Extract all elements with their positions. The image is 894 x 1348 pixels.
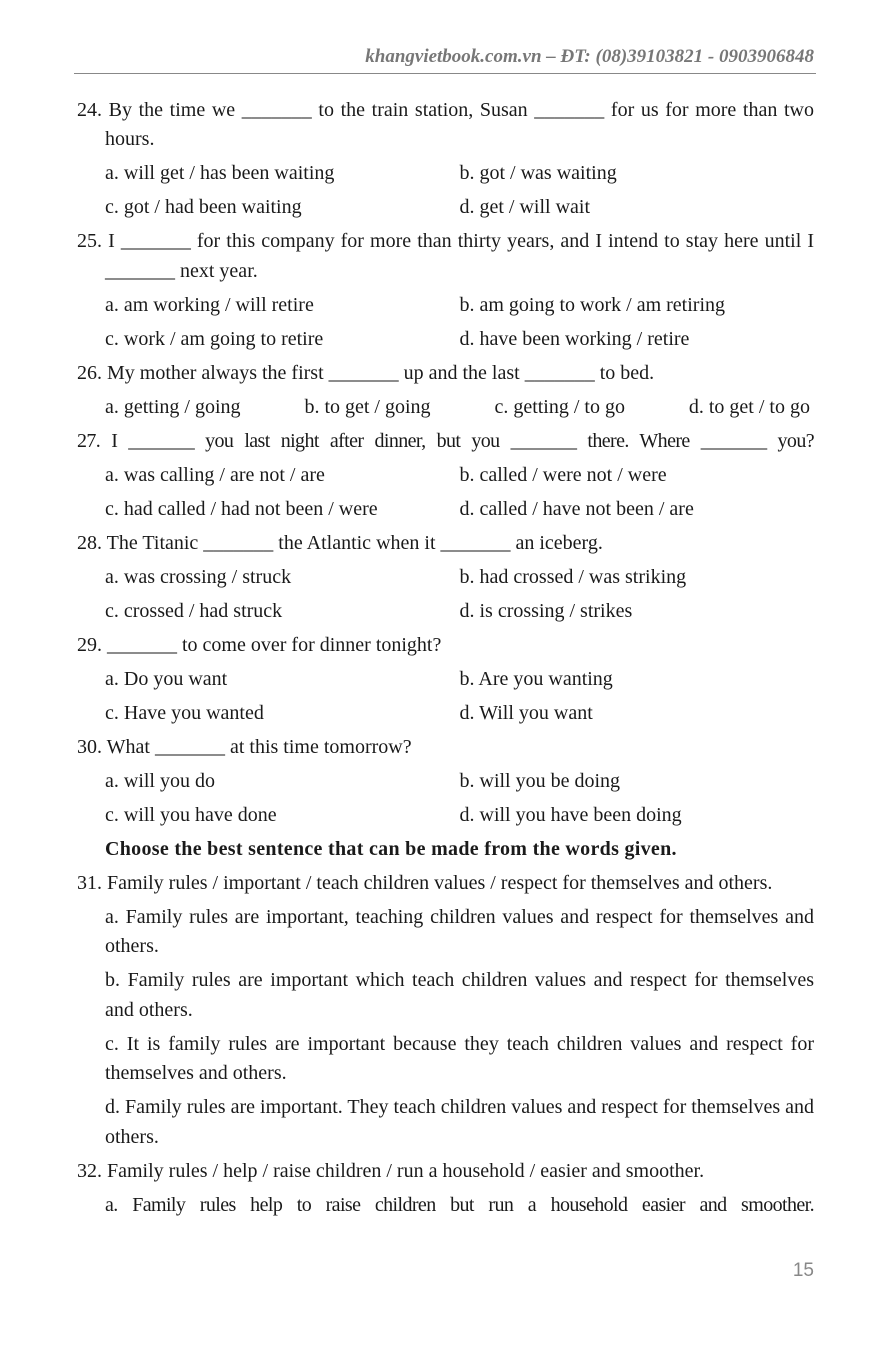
option: c. crossed / had struck [105,599,283,622]
options-26 [77,393,814,423]
option: a. Family rules help to raise children but run a household easier and smoother. [105,1193,814,1216]
option: a. will get / has been waiting [105,162,335,184]
option: b. Are you wanting [459,667,613,690]
option: c. got / had been waiting [105,196,302,218]
question-31: 31. Family rules / important / teach children values / respect for themselves and others. [77,871,773,894]
question-29: 29. _______ to come over for dinner tonight? [77,633,442,656]
options-29 [77,699,814,729]
option: a. Family rules are important, teaching children values and respect for themselves and others. [105,905,814,957]
option: b. had crossed / was striking [459,565,687,588]
option: a. will you do [105,769,215,792]
option: a. am working / will retire [105,293,314,316]
page-header: khangvietbook.com.vn – ĐT: (08)39103821 - 0903906848 [365,46,814,67]
options-24 [77,159,814,189]
option: c. work / am going to retire [105,327,324,350]
option: d. to get / to go [688,395,810,418]
option: d. get / will wait [459,196,591,218]
option: d. called / have not been / are [459,497,694,520]
option: c. will you have done [105,803,277,826]
question-32: 32. Family rules / help / raise children / run a household / easier and smoother. [77,1159,705,1182]
option: b. got / was waiting [459,162,617,184]
option: b. am going to work / am retiring [459,293,726,316]
options-27 [77,495,814,525]
options-27 [77,461,814,491]
options-30 [77,767,814,797]
option: c. getting / to go [494,395,625,418]
option: d. Family rules are important. They teach children values and respect for themselves and others. [105,1096,814,1148]
question-30: 30. What _______ at this time tomorrow? [77,735,412,758]
options-28 [77,563,814,593]
option: b. to get / going [304,395,431,418]
question-26: 26. My mother always the first _______ up and the last _______ to bed. [77,361,655,384]
options-29 [77,665,814,695]
exercise-content [77,91,814,1220]
section-instruction: Choose the best sentence that can be made from the words given. [105,837,677,860]
option: b. Family rules are important which teach children values and respect for themselves and others. [105,969,814,1021]
question-27: 27. I _______ you last night after dinner, but you _______ there. Where _______ you? [77,429,814,452]
options-25 [77,291,814,321]
question-25: 25. I _______ for this company for more than thirty years, and I intend to stay here until I _______ next year. [77,230,814,282]
options-25 [77,325,814,355]
option: d. Will you want [459,701,593,724]
question-28: 28. The Titanic _______ the Atlantic when it _______ an iceberg. [77,531,603,554]
option: d. will you have been doing [459,803,682,826]
option: a. getting / going [105,395,241,418]
option: d. is crossing / strikes [459,599,633,622]
options-28 [77,597,814,627]
question-24: 24. By the time we _______ to the train station, Susan _______ for us for more than two hours. [77,98,814,150]
option: c. It is family rules are important because they teach children values and respect for themselves and others. [105,1032,814,1084]
options-24 [77,193,814,223]
options-30 [77,801,814,831]
option: b. called / were not / were [459,463,667,486]
option: c. had called / had not been / were [105,497,378,520]
option: c. Have you wanted [105,701,264,724]
page-number: 15 [792,1260,814,1281]
option: d. have been working / retire [459,327,690,350]
option: a. Do you want [105,667,228,690]
option: b. will you be doing [459,769,621,792]
option: a. was crossing / struck [105,565,292,588]
option: a. was calling / are not / are [105,463,325,486]
header-divider [74,73,816,74]
